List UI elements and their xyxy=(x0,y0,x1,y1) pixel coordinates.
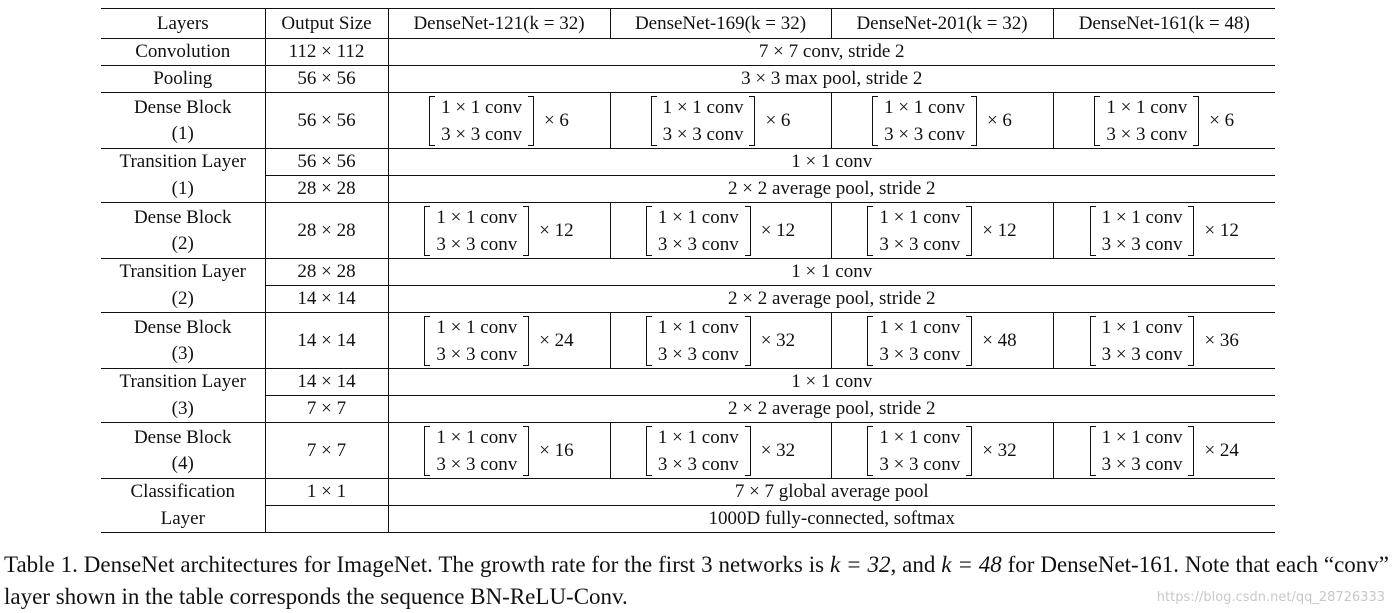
dense-block-spec xyxy=(1090,314,1239,368)
table-row xyxy=(101,149,1275,176)
repeat-count: × 6 xyxy=(986,109,1012,131)
conv-op-1x1: 1 × 1 conv xyxy=(441,96,522,118)
layer-label: (1) xyxy=(101,176,265,203)
dense-block-spec xyxy=(872,94,1012,148)
repeat-count: × 48 xyxy=(982,329,1017,351)
layer-op: 2 × 2 average pool, stride 2 xyxy=(388,176,1275,203)
conv-op-3x3: 3 × 3 conv xyxy=(436,453,518,475)
dense-block-spec xyxy=(646,204,795,258)
conv-bracket xyxy=(867,204,972,258)
repeat-count: × 24 xyxy=(1204,439,1239,461)
conv-op-1x1: 1 × 1 conv xyxy=(1101,206,1183,228)
layer-label xyxy=(101,423,265,479)
output-size: 14 × 14 xyxy=(265,286,388,313)
layer-label: Layer xyxy=(101,506,265,533)
conv-op-1x1: 1 × 1 conv xyxy=(879,316,961,338)
dense-block-spec xyxy=(424,204,573,258)
repeat-count: × 12 xyxy=(1204,219,1239,241)
output-size xyxy=(265,506,388,533)
layer-label: Transition Layer xyxy=(101,149,265,176)
repeat-count: × 12 xyxy=(539,219,574,241)
output-size: 56 × 56 xyxy=(265,66,388,93)
layer-label-line2: (2) xyxy=(171,232,194,254)
dense-block-cell xyxy=(388,203,610,259)
dense-block-cell xyxy=(1053,93,1275,149)
layer-label-line2: (3) xyxy=(171,342,194,364)
table-row xyxy=(101,259,1275,286)
output-size: 112 × 112 xyxy=(265,39,388,66)
layer-label-line1: Dense Block xyxy=(133,316,232,338)
conv-bracket xyxy=(1090,204,1195,258)
table-row xyxy=(101,203,1275,259)
conv-bracket xyxy=(867,314,972,368)
conv-bracket xyxy=(424,204,529,258)
conv-op-3x3: 3 × 3 conv xyxy=(879,233,961,255)
dense-block-cell xyxy=(831,313,1053,369)
conv-bracket xyxy=(1090,424,1195,478)
output-size: 7 × 7 xyxy=(265,423,388,479)
dense-block-spec xyxy=(1094,94,1234,148)
conv-op-1x1: 1 × 1 conv xyxy=(436,206,518,228)
conv-bracket xyxy=(424,314,529,368)
repeat-count: × 12 xyxy=(760,219,796,241)
conv-op-3x3: 3 × 3 conv xyxy=(441,123,522,145)
dense-block-cell xyxy=(388,93,610,149)
conv-op-3x3: 3 × 3 conv xyxy=(879,343,961,365)
layer-label: (2) xyxy=(101,286,265,313)
conv-bracket xyxy=(1090,314,1195,368)
conv-op-3x3: 3 × 3 conv xyxy=(1106,123,1188,145)
header-row xyxy=(101,9,1275,39)
layer-label: Classification xyxy=(101,479,265,506)
conv-op-1x1: 1 × 1 conv xyxy=(879,206,961,228)
layer-op: 1000D fully-connected, softmax xyxy=(388,506,1275,533)
conv-bracket xyxy=(646,204,751,258)
dense-block-spec xyxy=(867,314,1016,368)
conv-op-1x1: 1 × 1 conv xyxy=(1101,426,1183,448)
layer-label: Pooling xyxy=(101,66,265,93)
layer-label: (3) xyxy=(101,396,265,423)
dense-block-cell xyxy=(1053,423,1275,479)
header-densenet-161: DenseNet-161(k = 48) xyxy=(1053,9,1275,39)
repeat-count: × 16 xyxy=(539,439,574,461)
dense-block-spec xyxy=(646,424,795,478)
layer-label-line1: Dense Block xyxy=(133,426,232,448)
layer-label xyxy=(101,93,265,149)
dense-block-cell xyxy=(831,93,1053,149)
table-row xyxy=(101,313,1275,369)
conv-op-1x1: 1 × 1 conv xyxy=(879,426,961,448)
conv-op-3x3: 3 × 3 conv xyxy=(657,343,739,365)
header-densenet-201: DenseNet-201(k = 32) xyxy=(831,9,1053,39)
dense-block-cell xyxy=(831,423,1053,479)
table-row xyxy=(101,396,1275,423)
caption-text: for DenseNet-161. Note that each “conv” layer shown in the table corresponds the sequence BN-ReLU-Conv. xyxy=(4,552,1389,609)
dense-block-spec xyxy=(1090,204,1239,258)
dense-block-spec xyxy=(424,314,573,368)
conv-op-1x1: 1 × 1 conv xyxy=(884,96,965,118)
layer-label: Convolution xyxy=(101,39,265,66)
conv-op-3x3: 3 × 3 conv xyxy=(436,343,518,365)
conv-op-3x3: 3 × 3 conv xyxy=(1101,453,1183,475)
conv-op-1x1: 1 × 1 conv xyxy=(662,96,744,118)
caption-text: Table 1. DenseNet architectures for ImageNet. The growth rate for the first 3 networks is xyxy=(4,552,830,577)
dense-block-cell xyxy=(388,313,610,369)
repeat-count: × 24 xyxy=(539,329,574,351)
caption-k-value: k = 32 xyxy=(829,552,891,577)
conv-op-3x3: 3 × 3 conv xyxy=(879,453,961,475)
output-size: 28 × 28 xyxy=(265,203,388,259)
conv-bracket xyxy=(646,424,751,478)
dense-block-cell xyxy=(1053,313,1275,369)
repeat-count: × 6 xyxy=(1209,109,1235,131)
output-size: 1 × 1 xyxy=(265,479,388,506)
layer-op: 2 × 2 average pool, stride 2 xyxy=(388,286,1275,313)
conv-op-3x3: 3 × 3 conv xyxy=(1101,343,1183,365)
dense-block-spec xyxy=(429,94,569,148)
layer-op: 3 × 3 max pool, stride 2 xyxy=(388,66,1275,93)
dense-block-cell xyxy=(1053,203,1275,259)
conv-op-1x1: 1 × 1 conv xyxy=(657,206,739,228)
table-row xyxy=(101,506,1275,533)
conv-op-1x1: 1 × 1 conv xyxy=(1101,316,1183,338)
dense-block-spec xyxy=(1090,424,1239,478)
conv-op-3x3: 3 × 3 conv xyxy=(1101,233,1183,255)
caption-text: , and xyxy=(890,552,942,577)
conv-bracket xyxy=(872,94,977,148)
table-row xyxy=(101,176,1275,203)
conv-bracket xyxy=(867,424,972,478)
dense-block-cell xyxy=(831,203,1053,259)
table-row xyxy=(101,93,1275,149)
table-row xyxy=(101,39,1275,66)
conv-op-3x3: 3 × 3 conv xyxy=(657,233,739,255)
dense-block-cell xyxy=(388,423,610,479)
conv-op-1x1: 1 × 1 conv xyxy=(657,316,739,338)
table-row xyxy=(101,286,1275,313)
layer-op: 7 × 7 global average pool xyxy=(388,479,1275,506)
conv-bracket xyxy=(1094,94,1199,148)
repeat-count: × 32 xyxy=(760,329,796,351)
conv-op-3x3: 3 × 3 conv xyxy=(657,453,739,475)
output-size: 14 × 14 xyxy=(265,313,388,369)
caption-k-value: k = 48 xyxy=(941,552,1002,577)
layer-label-line2: (1) xyxy=(171,122,194,144)
layer-op: 1 × 1 conv xyxy=(388,259,1275,286)
densenet-architecture-table xyxy=(101,8,1275,533)
layer-label: Transition Layer xyxy=(101,369,265,396)
table-row xyxy=(101,66,1275,93)
output-size: 56 × 56 xyxy=(265,93,388,149)
header-densenet-121: DenseNet-121(k = 32) xyxy=(388,9,610,39)
conv-bracket xyxy=(424,424,529,478)
dense-block-cell xyxy=(610,93,831,149)
conv-op-3x3: 3 × 3 conv xyxy=(436,233,518,255)
repeat-count: × 36 xyxy=(1204,329,1239,351)
layer-label-line2: (4) xyxy=(171,452,194,474)
dense-block-cell xyxy=(610,423,831,479)
repeat-count: × 6 xyxy=(543,109,569,131)
layer-op: 1 × 1 conv xyxy=(388,149,1275,176)
output-size: 56 × 56 xyxy=(265,149,388,176)
conv-bracket xyxy=(429,94,534,148)
layer-op: 2 × 2 average pool, stride 2 xyxy=(388,396,1275,423)
output-size: 28 × 28 xyxy=(265,176,388,203)
layer-op: 1 × 1 conv xyxy=(388,369,1275,396)
repeat-count: × 32 xyxy=(982,439,1017,461)
layer-label-line1: Dense Block xyxy=(133,206,232,228)
layer-label xyxy=(101,203,265,259)
dense-block-cell xyxy=(610,203,831,259)
table-row xyxy=(101,423,1275,479)
dense-block-spec xyxy=(867,424,1016,478)
output-size: 14 × 14 xyxy=(265,369,388,396)
header-densenet-169: DenseNet-169(k = 32) xyxy=(610,9,831,39)
table-row xyxy=(101,369,1275,396)
conv-op-1x1: 1 × 1 conv xyxy=(436,426,518,448)
watermark-url: https://blog.csdn.net/qq_28726333 xyxy=(1156,590,1385,605)
dense-block-spec xyxy=(867,204,1016,258)
conv-op-1x1: 1 × 1 conv xyxy=(1106,96,1188,118)
dense-block-cell xyxy=(610,313,831,369)
dense-block-spec xyxy=(646,314,795,368)
conv-op-1x1: 1 × 1 conv xyxy=(657,426,739,448)
dense-block-spec xyxy=(424,424,573,478)
conv-bracket xyxy=(651,94,756,148)
layer-op: 7 × 7 conv, stride 2 xyxy=(388,39,1275,66)
repeat-count: × 32 xyxy=(760,439,796,461)
output-size: 7 × 7 xyxy=(265,396,388,423)
dense-block-spec xyxy=(651,94,791,148)
layer-label: Transition Layer xyxy=(101,259,265,286)
repeat-count: × 6 xyxy=(765,109,791,131)
table-row xyxy=(101,479,1275,506)
layer-label xyxy=(101,313,265,369)
header-output-size: Output Size xyxy=(265,9,388,39)
conv-op-3x3: 3 × 3 conv xyxy=(662,123,744,145)
repeat-count: × 12 xyxy=(982,219,1017,241)
conv-op-3x3: 3 × 3 conv xyxy=(884,123,965,145)
conv-op-1x1: 1 × 1 conv xyxy=(436,316,518,338)
output-size: 28 × 28 xyxy=(265,259,388,286)
header-layers: Layers xyxy=(101,9,265,39)
layer-label-line1: Dense Block xyxy=(133,96,232,118)
conv-bracket xyxy=(646,314,751,368)
